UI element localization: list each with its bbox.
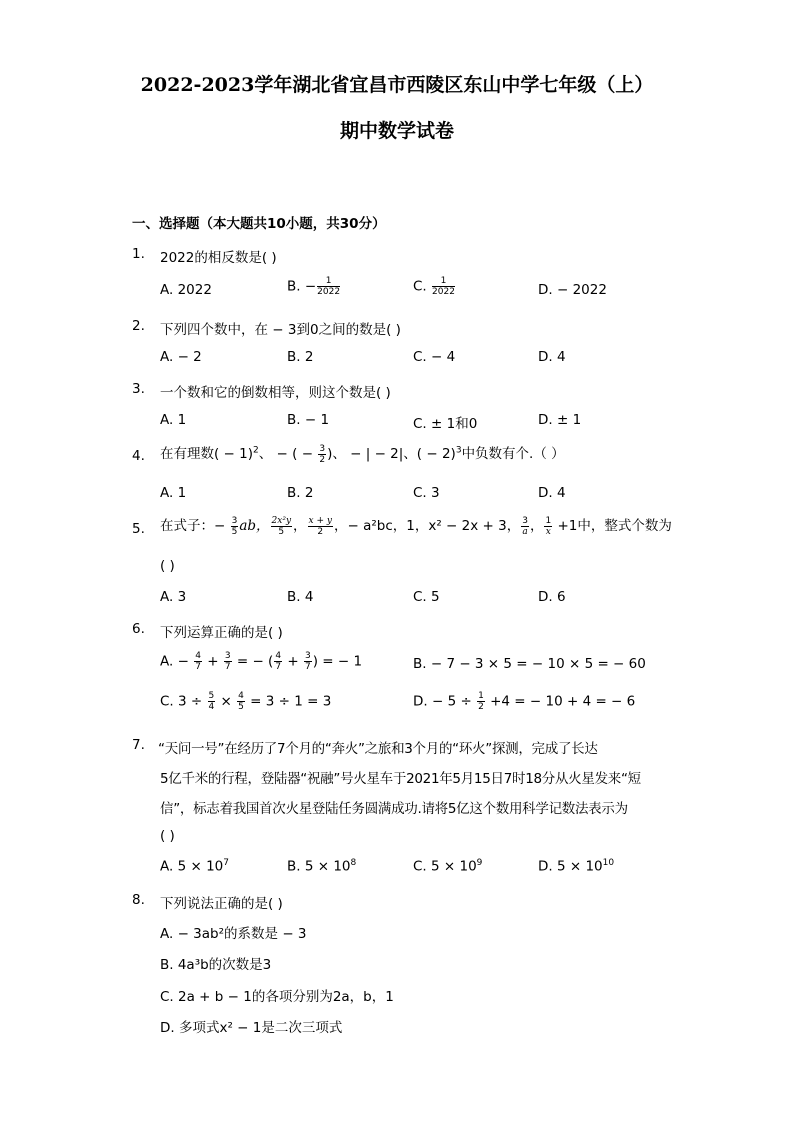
q1-option-c: C. $\frac{1}{2022}$ xyxy=(413,276,455,297)
q6-option-a: A. − $\frac{4}{7}$ + $\frac{3}{7}$ = − ( $\frac{4}{7}$ + $\frac{3}{7}$ ) = − 1 xyxy=(160,651,363,672)
q7-option-c: C. $5 \times 10^9$ xyxy=(413,858,483,875)
q8-option-a: A. − 3ab²的系数是 − 3 xyxy=(160,926,307,942)
q5-option-c: C. 5 xyxy=(413,589,440,605)
q3-number: 3. xyxy=(132,381,145,397)
q3-option-a: A. 1 xyxy=(160,412,187,428)
q4-number: 4. xyxy=(132,448,145,464)
q4-option-c: C. 3 xyxy=(413,485,440,501)
q8-option-d: D. 多项式x² − 1是二次三项式 xyxy=(160,1020,343,1036)
q6-number: 6. xyxy=(132,621,145,637)
q4-stem: 在有理数( − 1)$^2$、 − ( − $\frac{3}{2}$ )、 − | − 2|、( − 2)$^3$中负数有个.（ ） xyxy=(160,443,565,465)
q2-number: 2. xyxy=(132,318,145,334)
q1-option-b: B. − $\frac{1}{2022}$ xyxy=(287,276,341,297)
q2-option-b: B. 2 xyxy=(287,349,314,365)
q4-option-d: D. 4 xyxy=(538,485,566,501)
q7-stem-line1: “天问一号”在经历了7个月的“奔火”之旅和3个月的“环火”探测，完成了长达 xyxy=(158,741,598,757)
q4-option-b: B. 2 xyxy=(287,485,314,501)
q5-option-d: D. 6 xyxy=(538,589,566,605)
q7-stem-line4: ( ) xyxy=(160,828,175,844)
q3-option-c: C. ± 1和0 xyxy=(413,416,478,432)
q6-option-c: C. 3 ÷ $\frac{5}{4}$ × $\frac{4}{5}$ = 3 ÷ 1 = 3 xyxy=(160,691,332,712)
q3-option-d: D. ± 1 xyxy=(538,412,582,428)
q6-option-b: B. − 7 − 3 × 5 = − 10 × 5 = − 60 xyxy=(413,656,646,672)
q7-option-b: B. $5 \times 10^8$ xyxy=(287,858,357,875)
q1-number: 1. xyxy=(132,246,145,262)
q3-option-b: B. − 1 xyxy=(287,412,330,428)
q2-option-a: A. − 2 xyxy=(160,349,202,365)
q6-stem: 下列运算正确的是( ) xyxy=(160,625,283,641)
q5-stem-line2: ( ) xyxy=(160,558,175,574)
q4-option-a: A. 1 xyxy=(160,485,187,501)
q5-stem: 在式子：− $\frac{3}{5}$ ab， $\frac{\text{2x²y}}{5}$ ， $\frac{x + y}{2}$ ，− a²bc，1，x² − 2x + 3， $\frac{3}{a}$ ， $\frac{1}{x}$ +1中，整式个数为 xyxy=(160,515,672,537)
q5-option-b: B. 4 xyxy=(287,589,314,605)
q8-option-c: C. 2a + b − 1的各项分别为2a，b，1 xyxy=(160,989,394,1005)
q3-stem: 一个数和它的倒数相等，则这个数是( ) xyxy=(160,385,391,401)
section-heading: 一、选择题（本大题共10小题，共30分） xyxy=(132,216,386,232)
q2-option-d: D. 4 xyxy=(538,349,566,365)
q7-number: 7. xyxy=(132,737,145,753)
q8-stem: 下列说法正确的是( ) xyxy=(160,896,283,912)
q5-number: 5. xyxy=(132,521,145,537)
q7-stem-line3: 信”，标志着我国首次火星登陆任务圆满成功.请将5亿这个数用科学记数法表示为 xyxy=(160,801,628,817)
q6-option-d: D. − 5 ÷ $\frac{1}{2}$ +4 = − 10 + 4 = − 6 xyxy=(413,691,636,712)
q5-option-a: A. 3 xyxy=(160,589,187,605)
title-line-1: 2022-2023学年湖北省宜昌市西陵区东山中学七年级（上） xyxy=(140,74,654,96)
title-line-2: 期中数学试卷 xyxy=(339,120,454,142)
q1-stem: 2022的相反数是( ) xyxy=(160,250,277,266)
q7-stem-line2: 5亿千米的行程，登陆器“祝融”号火星车于2021年5月15日7时18分从火星发来“短 xyxy=(160,771,641,787)
q1-option-a: A. 2022 xyxy=(160,282,212,298)
q7-option-a: A. $5 \times 10^7$ xyxy=(160,858,229,875)
q7-option-d: D. $5 \times 10^{10}$ xyxy=(538,858,615,875)
q2-stem: 下列四个数中，在 − 3到0之间的数是( ) xyxy=(160,322,401,338)
q1-option-d: D. − 2022 xyxy=(538,282,607,298)
q8-number: 8. xyxy=(132,892,145,908)
q8-option-b: B. 4a³b的次数是3 xyxy=(160,957,272,973)
q2-option-c: C. − 4 xyxy=(413,349,456,365)
